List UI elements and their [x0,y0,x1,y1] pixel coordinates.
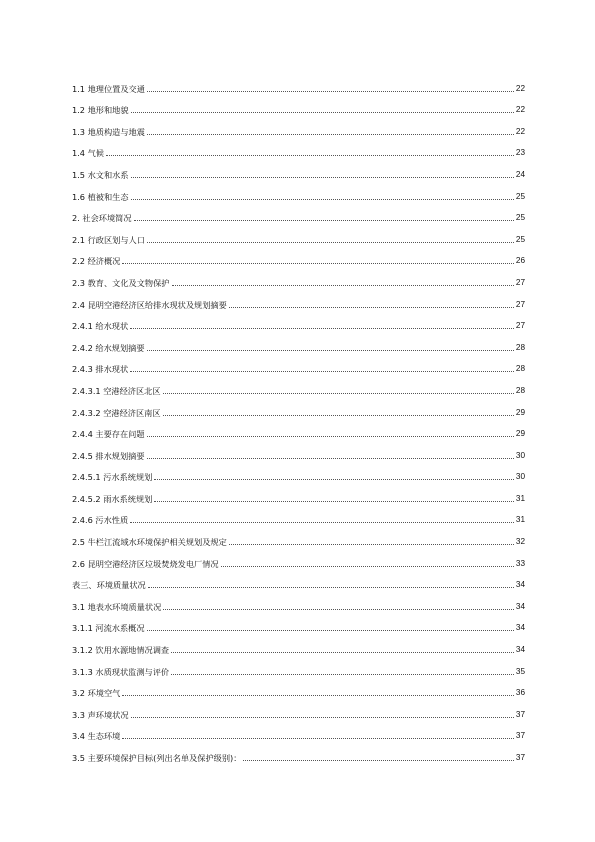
toc-entry-title: 2.4.2 给水规划摘要 [72,342,145,353]
dot-leader [171,674,514,675]
toc-entry-title: 3.1 地表水环境质量状况 [72,601,162,612]
toc-entry-page: 35 [515,666,525,676]
toc-entry-title: 3.1.3 水质现状监测与评价 [72,666,170,677]
toc-entry-title: 2.4.5.1 污水系统规划 [72,472,153,483]
toc-entry-page: 37 [515,709,525,719]
dot-leader [147,134,514,135]
toc-entry[interactable] [72,396,525,418]
toc-entry-title: 2.4.6 污水性质 [72,515,129,526]
toc-entry-title: 2.4.3.2 空港经济区南区 [72,407,161,418]
toc-entry-page: 37 [515,753,525,762]
toc-entry-title: 3.2 环境空气 [72,688,121,699]
toc-entry-page: 22 [515,126,525,136]
toc-entry[interactable] [72,633,525,655]
toc-entry[interactable] [72,331,525,353]
toc-entry-title: 表三、环境质量状况 [72,580,146,591]
toc-entry-page: 34 [515,580,525,590]
dot-leader [147,436,514,437]
toc-entry[interactable] [72,461,525,483]
toc-entry-page: 24 [515,169,525,179]
toc-entry-title: 2.4.5 排水规划摘要 [72,450,145,461]
toc-entry-page: 31 [515,515,525,525]
toc-entry-page: 29 [515,429,525,439]
toc-entry-title: 3.4 生态环境 [72,731,121,742]
dot-leader [229,544,514,545]
dot-leader [147,458,514,459]
toc-entry[interactable] [72,547,525,569]
toc-entry-title: 2. 社会环境简况 [72,213,132,224]
toc-entry-page: 28 [515,364,525,374]
toc-entry-title: 2.4.5.2 雨水系统规划 [72,493,153,504]
dot-leader [163,393,514,394]
dot-leader [122,738,514,739]
dot-leader [131,177,514,178]
toc-entry[interactable] [72,439,525,461]
toc-entry[interactable] [72,115,525,137]
dot-leader [163,609,514,610]
toc-entry[interactable] [72,504,525,526]
toc-entry-page: 25 [515,191,525,201]
toc-entry[interactable] [72,266,525,288]
dot-leader [131,112,514,113]
dot-leader [131,717,514,718]
toc-entry[interactable] [72,180,525,202]
dot-leader [130,522,514,523]
toc-entry-title: 2.3 教育、文化及文物保护 [72,277,170,288]
toc-entry-page: 34 [515,623,525,633]
toc-entry[interactable] [72,677,525,699]
dot-leader [154,479,514,480]
toc-entry[interactable] [72,741,525,763]
toc-entry-title: 2.6 昆明空港经济区垃圾焚烧发电厂情况 [72,558,219,569]
dot-leader [122,263,514,264]
dot-leader [148,587,514,588]
toc-entry-title: 2.4.3.1 空港经济区北区 [72,385,161,396]
dot-leader [122,695,514,696]
toc-entry[interactable] [72,310,525,332]
toc-entry-title: 2.4.1 给水现状 [72,321,129,332]
toc-entry-page: 23 [515,148,525,158]
dot-leader [106,155,514,156]
dot-leader [163,415,514,416]
toc-entry[interactable] [72,94,525,116]
toc-entry[interactable] [72,698,525,720]
toc-entry-title: 3.1.2 饮用水源地情况调查 [72,645,170,656]
toc-entry-page: 30 [515,450,525,460]
toc-entry-page: 22 [515,83,525,93]
toc-entry[interactable] [72,223,525,245]
dot-leader [130,328,514,329]
toc-entry[interactable] [72,374,525,396]
toc-entry[interactable] [72,482,525,504]
dot-leader [221,566,514,567]
toc-entry-page: 34 [515,601,525,611]
toc-entry[interactable] [72,245,525,267]
toc-entry-page: 25 [515,234,525,244]
toc-entry[interactable] [72,137,525,159]
dot-leader [147,242,514,243]
toc-entry[interactable] [72,720,525,742]
toc-entry-page: 29 [515,407,525,417]
dot-leader [130,371,514,372]
toc-entry-title: 1.5 水文和水系 [72,169,129,180]
toc-entry[interactable] [72,158,525,180]
toc-entry[interactable] [72,418,525,440]
toc-entry[interactable] [72,655,525,677]
dot-leader [131,199,514,200]
toc-entry-title: 1.3 地质构造与地震 [72,126,145,137]
toc-entry-title: 2.1 行政区划与人口 [72,234,145,245]
toc-entry-page: 34 [515,645,525,655]
toc-entry-title: 3.1.1 河流水系概况 [72,623,145,634]
toc-entry[interactable] [72,288,525,310]
toc-entry-page: 32 [515,537,525,547]
toc-entry[interactable] [72,72,525,94]
dot-leader [134,220,514,221]
toc-entry-title: 3.3 声环境状况 [72,709,129,720]
toc-entry-page: 28 [515,385,525,395]
toc-entry-title: 2.4 昆明空港经济区给排水现状及规划摘要 [72,299,227,310]
toc-entry-title: 1.2 地形和地貌 [72,105,129,116]
toc-entry-page: 37 [515,731,525,741]
dot-leader [171,652,514,653]
dot-leader [147,91,514,92]
toc-entry-page: 27 [515,299,525,309]
toc-entry[interactable] [72,202,525,224]
toc-entry-page: 26 [515,256,525,266]
toc-entry-title: 1.6 植被和生态 [72,191,129,202]
toc-entry[interactable] [72,612,525,634]
toc-entry-page: 27 [515,277,525,287]
dot-leader [147,630,514,631]
toc-entry-page: 36 [515,688,525,698]
toc-entry-page: 33 [515,558,525,568]
toc-entry-title: 2.5 牛栏江流域水环境保护相关规划及规定 [72,537,227,548]
toc-entry-title: 1.4 气候 [72,148,104,159]
toc-entry[interactable] [72,353,525,375]
toc-entry-page: 22 [515,105,525,115]
toc-entry-page: 31 [515,493,525,503]
toc-entry-title: 2.4.4 主要存在问题 [72,429,145,440]
toc-entry[interactable] [72,590,525,612]
toc-entry[interactable] [72,569,525,591]
dot-leader [229,307,514,308]
toc-entry-title: 2.4.3 排水现状 [72,364,129,375]
toc-entry[interactable] [72,525,525,547]
dot-leader [243,760,514,761]
toc-entry-title: 2.2 经济概况 [72,256,121,267]
toc-entry-page: 25 [515,213,525,223]
toc-entry-page: 30 [515,472,525,482]
table-of-contents [72,72,525,763]
toc-entry-page: 28 [515,342,525,352]
toc-entry-title: 1.1 地理位置及交通 [72,83,145,94]
dot-leader [147,350,514,351]
dot-leader [154,501,514,502]
dot-leader [172,285,514,286]
toc-entry-page: 27 [515,321,525,331]
toc-entry-title: 3.5 主要环境保护目标(列出名单及保护级别)： [72,753,242,763]
